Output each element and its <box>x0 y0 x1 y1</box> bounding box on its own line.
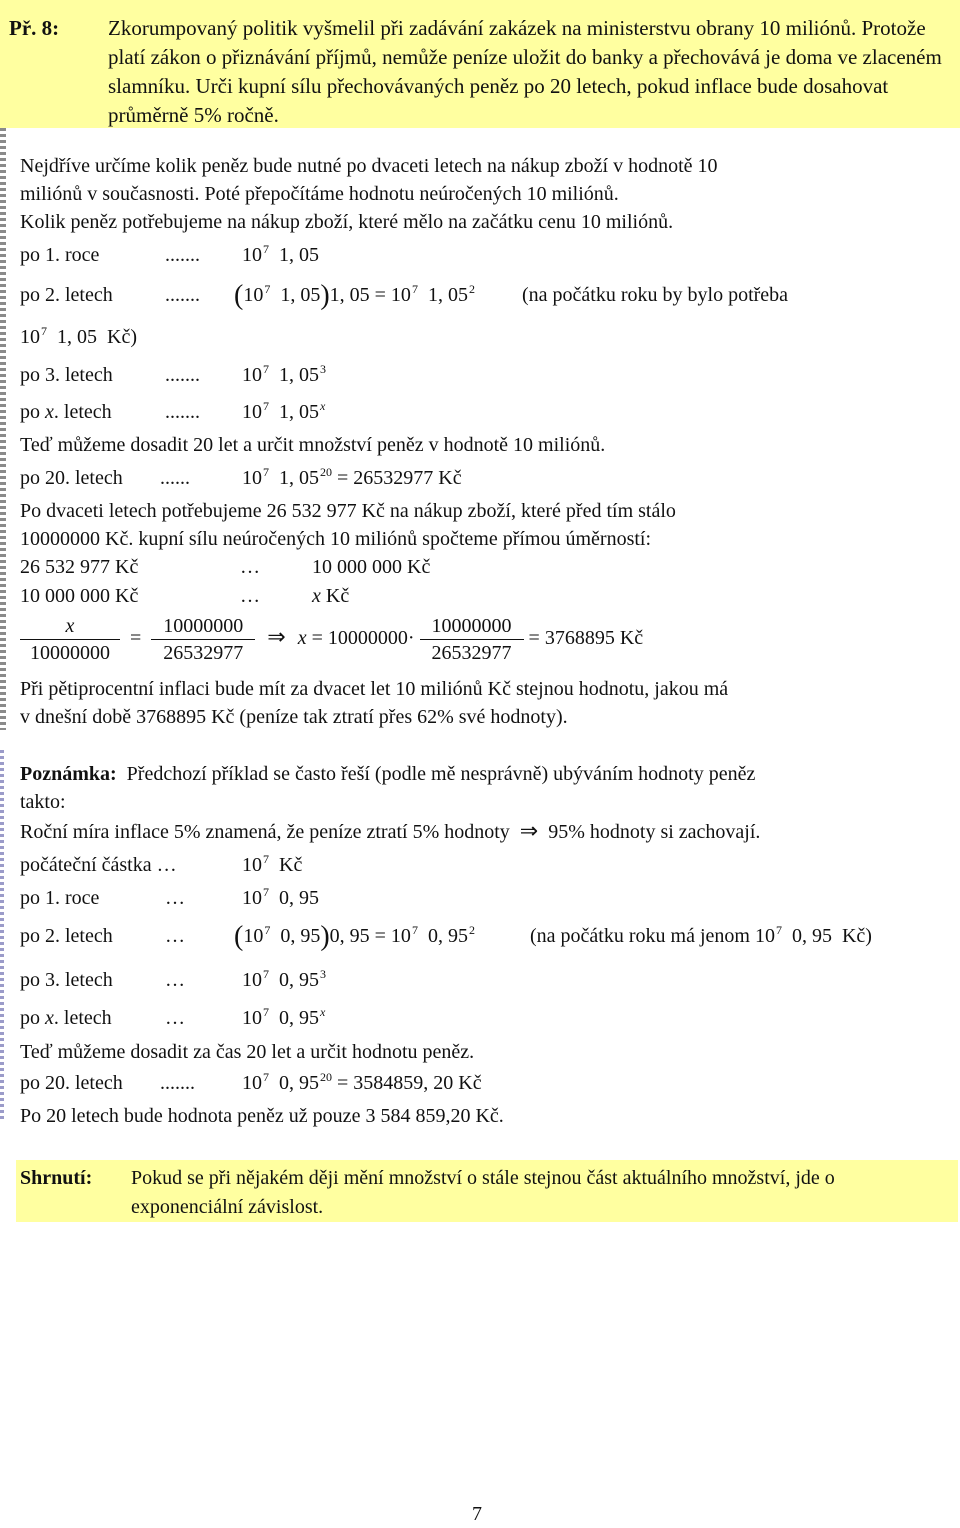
conclusion-line-1: Při pětiprocentní inflaci bude mít za dvacet let 10 miliónů Kč stejnou hodnotu, jakou má <box>20 678 729 700</box>
row-note-end: Kč) <box>107 326 137 348</box>
note-row-year-2: po 2. letech … ($10^7$ 0, 95)0, $95 = 10^7$ 0, $95^2$ (na počátku roku má jenom $10^7$ 0, 95 Kč) <box>20 921 872 952</box>
row-year-2 <box>20 280 789 311</box>
formula: $10^7$ 1, $05^{20} = 26532977$ Kč <box>242 465 462 489</box>
fraction: $\frac{x}{10000000}$ <box>20 613 120 666</box>
dots: ...... <box>160 467 190 489</box>
page-number: 7 <box>472 1503 482 1525</box>
row-year-1 <box>20 241 319 269</box>
fraction: $\frac{10000000}{26532977}$ <box>151 613 255 666</box>
result-line-2: 10000000 Kč. kupní sílu neúročených 10 miliónů spočteme přímou úměrností: <box>20 528 652 550</box>
note-row-year-x: po x. letech … $10^7$ 0, 95$^x$ <box>20 1005 326 1029</box>
dots: ....... <box>165 401 200 423</box>
formula: ($10^7$ 1, 05)1, $05 = 10^7$ 1, $05^2$ <box>234 280 475 311</box>
row-label: po x. letech <box>20 401 112 423</box>
note-now-line: Teď můžeme dosadit za čas 20 let a určit hodnotu peněz. <box>20 1041 475 1063</box>
intro-line-1: Nejdříve určíme kolik peněz bude nutné po dvaceti letech na nákup zboží v hodnotě 10 <box>20 155 718 177</box>
dots: ....... <box>165 244 200 266</box>
row-label: po 2. letech <box>20 284 113 306</box>
note-start-row: počáteční částka … $10^7$ Kč <box>20 852 303 876</box>
dots: ....... <box>165 364 200 386</box>
row-year-2-cont <box>20 323 137 351</box>
problem-box <box>0 0 960 128</box>
row-note: (na počátku roku by bylo potřeba <box>522 284 789 306</box>
formula: $10^7$ 1, $05^3$ <box>242 362 326 386</box>
dots: ....... <box>165 284 200 306</box>
row-year-3 <box>20 361 326 389</box>
note-label: Poznámka: <box>20 763 117 785</box>
note-row-year-1: po 1. roce … $10^7$ 0, 95 <box>20 885 319 909</box>
intro-line-3: Kolik peněz potřebujeme na nákup zboží, které mělo na začátku cenu 10 miliónů. <box>20 211 674 233</box>
problem-label: Př. 8: <box>9 16 60 40</box>
formula: $10^7$ 1, 05 <box>242 242 319 266</box>
row-label: po 1. roce <box>20 244 100 266</box>
implies-icon: ⇒ <box>519 819 539 844</box>
solution-margin-rule <box>0 128 6 730</box>
problem-text: Zkorumpovaný politik vyšmelil při zadávání zakázek na ministerstvu obrany 10 miliónů. Protože platí zákon o přiznávání příjmů, nemůže peníze uložit do banky a přechovává je doma ve zlaceném slamníku. Urči kupní sílu přechovávaných peněz po 20 letech, pokud inflace bude dosahovat průměrně 5% ročně. <box>108 16 942 127</box>
note-line-1: Poznámka: Předchozí příklad se často řeší (podle mě nesprávně) ubýváním hodnoty peněz <box>20 763 756 785</box>
row-year-x <box>20 398 326 426</box>
fraction: $\frac{10000000}{26532977}$ <box>420 613 524 666</box>
summary-text: Pokud se při nějakém ději mění množství o stále stejnou část aktuálního množství, jde o exponenciální závislost. <box>131 1167 835 1218</box>
intro-line-2: miliónů v současnosti. Poté přepočítáme hodnotu neúročených 10 miliónů. <box>20 183 619 205</box>
proportion-row-2: 10 000 000 Kč … x Kč <box>20 585 350 607</box>
summary-box <box>16 1160 958 1222</box>
row-label: po 3. letech <box>20 364 113 386</box>
result-line-1: Po dvaceti letech potřebujeme 26 532 977 Kč na nákup zboží, které před tím stálo <box>20 500 676 522</box>
proportion-row-1: 26 532 977 Kč … 10 000 000 Kč <box>20 556 431 578</box>
proportion-equation: $\frac{x}{10000000}$ = $\frac{10000000}{26532977}$ ⇒ x = 10000000· $\frac{10000000}{26532977}$ = 3768895 Kč <box>20 613 643 666</box>
note-row-year-3: po 3. letech … $10^7$ 0, $95^3$ <box>20 967 326 991</box>
formula: $10^7$ 1, 05$^x$ <box>242 399 326 423</box>
note-margin-rule <box>0 750 4 1120</box>
note-row-year-20: po 20. letech ....... $10^7$ 0, $95^{20} = 3584859$, 20 Kč <box>20 1070 482 1094</box>
conclusion-line-2: v dnešní době 3768895 Kč (peníze tak ztratí přes 62% své hodnoty). <box>20 706 568 728</box>
formula: $10^7$ 1, 05 <box>20 324 107 348</box>
note-final-line: Po 20 letech bude hodnota peněz už pouze 3 584 859,20 Kč. <box>20 1105 504 1127</box>
now-line: Teď můžeme dosadit 20 let a určit množství peněz v hodnotě 10 miliónů. <box>20 434 606 456</box>
row-year-20 <box>20 464 462 492</box>
implies-icon: ⇒ <box>260 625 293 651</box>
summary-label: Shrnutí: <box>20 1167 93 1189</box>
row-label: po 20. letech <box>20 467 123 489</box>
note-line-2: takto: <box>20 791 66 813</box>
note-line-3: Roční míra inflace 5% znamená, že peníze ztratí 5% hodnoty ⇒ 95% hodnoty si zachovají. <box>20 819 761 844</box>
